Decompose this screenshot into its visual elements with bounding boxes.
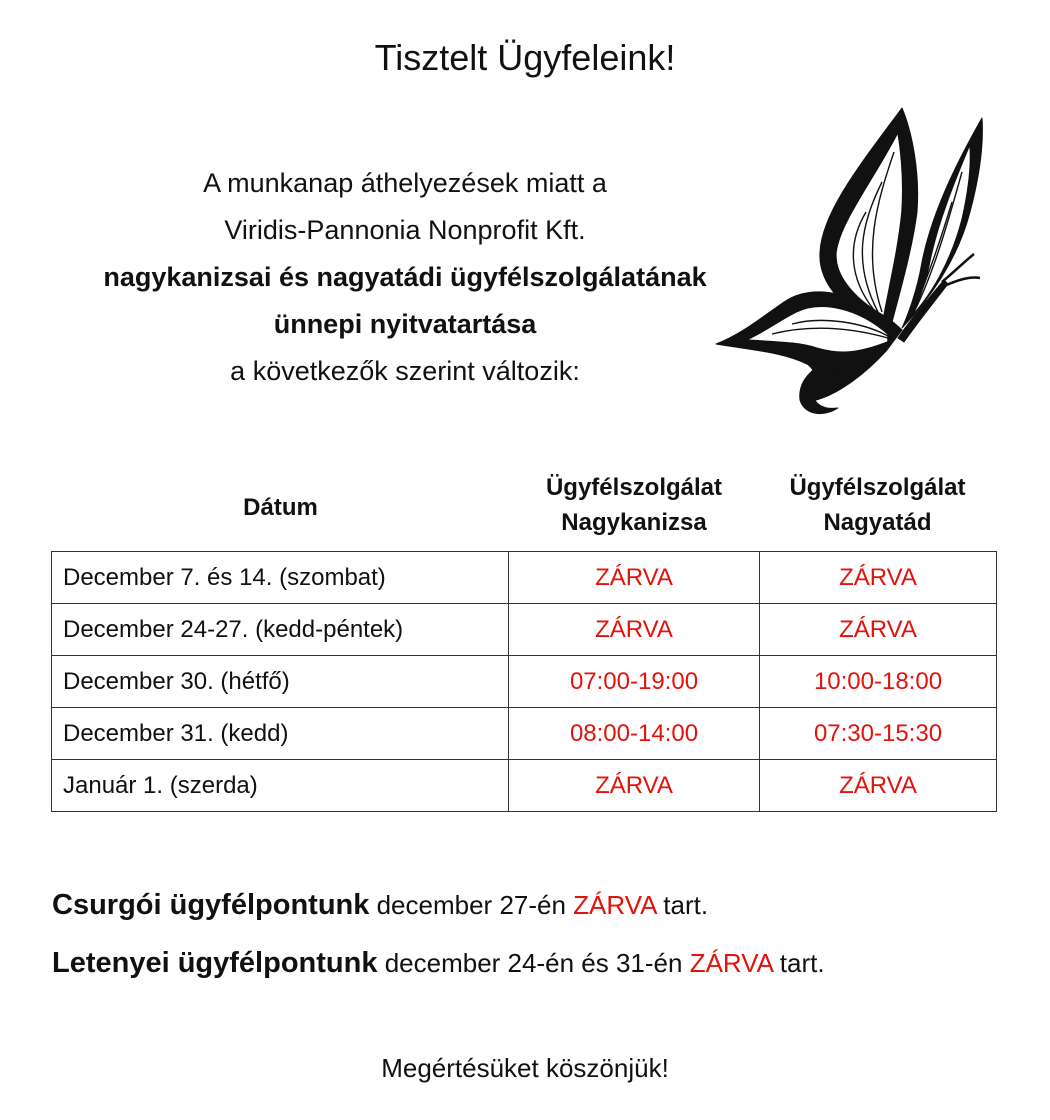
row-nagykanizsa-hours: ZÁRVA [509,604,760,656]
row-nagyatad-hours: 10:00-18:00 [760,656,997,708]
note-csurgo-post: tart. [656,890,709,920]
header-nagyatad-line-2: Nagyatád [823,509,932,536]
table-row [52,604,997,656]
intro-line-5: a következők szerint változik: [230,356,580,386]
note-letenye-post: tart. [772,948,825,978]
closing-thanks: Megértésüket köszönjük! [381,1053,669,1083]
table-header [52,470,996,548]
row-date: December 31. (kedd) [52,708,509,760]
notes [52,876,1012,992]
note-letenye-place: Letenyei ügyfélpontunk [52,947,378,979]
row-nagyatad-hours: 07:30-15:30 [760,708,997,760]
row-date: December 7. és 14. (szombat) [52,552,509,604]
note-letenye [52,934,1012,992]
note-letenye-status: ZÁRVA [689,948,773,978]
schedule-table [51,551,997,812]
page-title: Tisztelt Ügyfeleink! [374,37,676,78]
table-row [52,708,997,760]
row-date: December 30. (hétfő) [52,656,509,708]
note-csurgo-place: Csurgói ügyfélpontunk [52,889,370,921]
intro-line-3: nagykanizsai és nagyatádi ügyfélszolgálatának [103,262,707,292]
row-nagykanizsa-hours: ZÁRVA [509,760,760,812]
row-nagyatad-hours: ZÁRVA [760,604,997,656]
butterfly-icon [712,102,992,420]
intro-line-2: Viridis-Pannonia Nonprofit Kft. [224,215,586,245]
table-row [52,656,997,708]
header-nagykanizsa [509,470,759,540]
table-row [52,552,997,604]
note-csurgo [52,876,1012,934]
intro-line-1: A munkanap áthelyezések miatt a [203,168,607,198]
intro-line-4: ünnepi nyitvatartása [273,309,537,339]
note-csurgo-pre: december 27-én [369,890,574,920]
header-nagyatad-line-1: Ügyfélszolgálat [789,474,966,501]
row-nagyatad-hours: ZÁRVA [760,760,997,812]
header-nagykanizsa-line-1: Ügyfélszolgálat [545,474,723,501]
table-row [52,760,997,812]
note-csurgo-status: ZÁRVA [573,890,657,920]
row-nagykanizsa-hours: 07:00-19:00 [509,656,760,708]
row-nagyatad-hours: ZÁRVA [760,552,997,604]
intro-text [30,160,780,395]
note-letenye-pre: december 24-én és 31-én [377,948,690,978]
row-date: Január 1. (szerda) [52,760,509,812]
header-nagyatad [759,470,996,540]
header-nagykanizsa-line-2: Nagykanizsa [561,509,707,536]
header-date: Dátum [243,494,318,521]
row-date: December 24-27. (kedd-péntek) [52,604,509,656]
row-nagykanizsa-hours: 08:00-14:00 [509,708,760,760]
row-nagykanizsa-hours: ZÁRVA [509,552,760,604]
